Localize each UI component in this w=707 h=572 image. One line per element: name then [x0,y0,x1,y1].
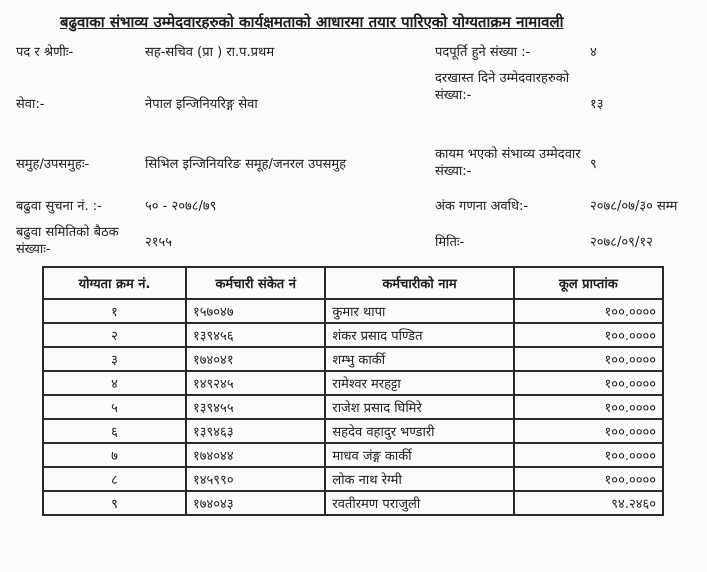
rank-cell: ९ [43,491,186,515]
date-value: २०७८/०९/१२ [590,235,653,250]
group-label: समुह/उपसमुहः- [16,157,90,172]
document-title: बढुवाका संभाव्य उम्मेदवारहरुको कार्यक्षमताको आधारमा तयार पारिएको योग्यताक्रम नामावली [60,13,564,31]
total-marks-cell: १००.०००० [514,419,663,443]
service-value: नेपाल इन्जिनियरिङ्ग सेवा [145,97,258,112]
employee-name-cell: शंकर प्रसाद पण्डित [325,323,513,347]
employee-name-cell: लोक नाथ रेग्मी [325,467,513,491]
total-marks-cell: १००.०००० [514,467,663,491]
table-row [43,419,663,443]
header-total-marks: कूल प्राप्तांक [514,267,663,299]
vacancies-value: ४ [590,45,597,60]
employee-name-cell: शम्भु कार्की [325,347,513,371]
table-row [43,371,663,395]
applicants-label: दरखास्त दिने उम्मेदवारहरुको संख्या:- [435,71,570,103]
rank-cell: ५ [43,395,186,419]
employee-code-cell: १३९४६३ [186,419,325,443]
table-row [43,323,663,347]
employee-code-cell: १३९४५६ [186,323,325,347]
rank-cell: २ [43,323,186,347]
notice-value: ५० - २०७८/७९ [145,199,217,214]
employee-name-cell: कुमार थापा [325,299,513,323]
employee-code-cell: १७४०४४ [186,443,325,467]
total-marks-cell: १००.०००० [514,395,663,419]
table-header-row [43,267,663,299]
merit-list-table [42,266,664,516]
service-label: सेवा:- [16,97,45,112]
total-marks-cell: १००.०००० [514,323,663,347]
employee-name-cell: माधव जंङ्ग कार्की [325,443,513,467]
eligible-value: ९ [590,157,597,172]
meeting-value: २१५५ [145,235,173,250]
employee-name-cell: राजेश प्रसाद घिमिरे [325,395,513,419]
header-employee-name: कर्मचारीको नाम [325,267,513,299]
meeting-label: बढुवा समितिको बैठक संख्याः- [16,225,119,257]
period-value: २०७८/०७/३० सम्म [590,199,678,214]
group-value: सिभिल इन्जिनियरिङ समूह/जनरल उपसमुह [145,157,347,172]
table-row [43,299,663,323]
table-row [43,347,663,371]
eligible-label: कायम भएको संभाव्य उम्मेदवार संख्या:- [435,147,581,179]
rank-cell: ८ [43,467,186,491]
employee-name-cell: रवतीरमण पराजुली [325,491,513,515]
rank-cell: १ [43,299,186,323]
employee-code-cell: १७४०४१ [186,347,325,371]
total-marks-cell: १००.०००० [514,443,663,467]
header-rank: योग्यता क्रम नं. [43,267,186,299]
employee-code-cell: १३९४५५ [186,395,325,419]
employee-name-cell: सहदेव वहादुर भण्डारी [325,419,513,443]
total-marks-cell: १००.०००० [514,371,663,395]
table-row [43,491,663,515]
post-value: सह-सचिव (प्रा ) रा.प.प्रथम [145,45,275,60]
applicants-value: १३ [590,97,604,112]
table-row [43,467,663,491]
vacancies-label: पदपूर्ति हुने संख्या :- [435,45,531,60]
total-marks-cell: १००.०००० [514,347,663,371]
post-label: पद र श्रेणीः- [16,45,74,60]
employee-code-cell: १७४०४३ [186,491,325,515]
rank-cell: ४ [43,371,186,395]
rank-cell: ७ [43,443,186,467]
rank-cell: ६ [43,419,186,443]
notice-label: बढुवा सुचना नं. :- [16,199,102,214]
total-marks-cell: ९४.२४६० [514,491,663,515]
total-marks-cell: १००.०००० [514,299,663,323]
employee-code-cell: १५७०४७ [186,299,325,323]
date-label: मितिः- [435,235,465,250]
period-label: अंक गणना अवधि:- [435,199,529,214]
header-employee-code: कर्मचारी संकेत नं [186,267,325,299]
employee-code-cell: १४९२४५ [186,371,325,395]
table-row [43,395,663,419]
rank-cell: ३ [43,347,186,371]
employee-code-cell: १४५९९० [186,467,325,491]
employee-name-cell: रामेश्वर मरहट्टा [325,371,513,395]
table-row [43,443,663,467]
